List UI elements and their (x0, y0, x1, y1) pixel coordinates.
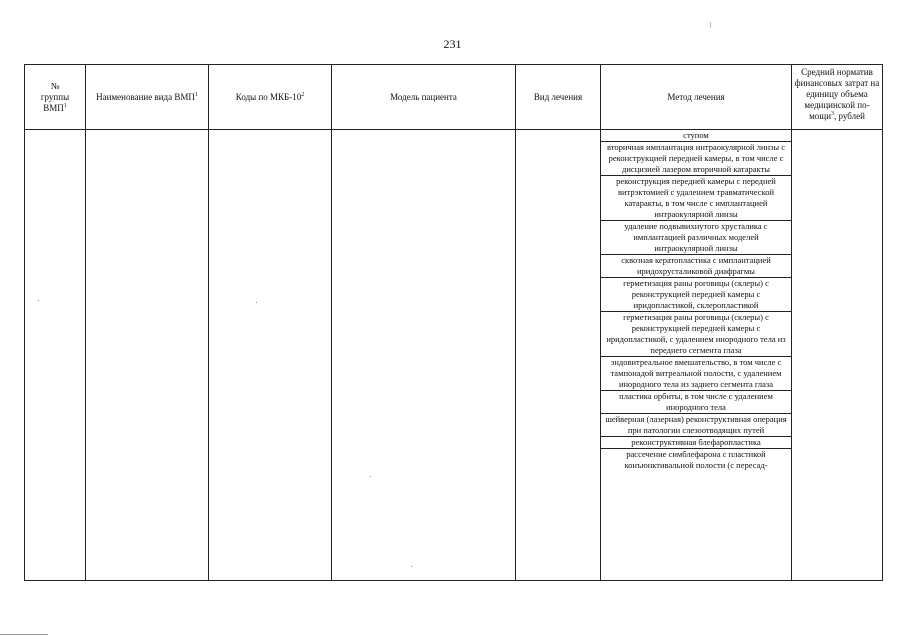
method-item: эндовитреальное вмешательство, в том числе с тампонадой витреальной полости, с удалением инородного тела из заднего сегмента глаза (601, 357, 791, 391)
header-vmp-name: Наименование вида ВМП$^1$ (86, 65, 209, 130)
method-item: пластика орбиты, в том числе с удалением инородного тела (601, 391, 791, 414)
method-item: герметизация раны роговицы (склеры) с реконструкцией передней камеры с иридопластикой, с удалением инородного тела из переднего сегмента глаза (601, 312, 791, 357)
cell-group-number (25, 130, 86, 581)
header-group-number-label: группы (40, 91, 70, 102)
header-treatment-method: Метод лечения (601, 65, 792, 130)
header-group-number-symbol: № (50, 80, 60, 91)
scan-mark (710, 22, 711, 28)
scan-speck (256, 302, 257, 303)
method-item: реконструкция передней камеры с передней витрэктомией с удалением травматической катаракты, в том числе с имплантацией интраокулярной линзы (601, 176, 791, 221)
page-number: 231 (443, 37, 462, 51)
method-item: вторичная имплантация интраокулярной линзы с реконструкцией передней камеры, в том числе с дисцизией лазером вторичной катаракты (601, 142, 791, 176)
method-item: реконструктивная блефаропластика (601, 437, 791, 449)
scan-speck (370, 476, 371, 477)
cell-icd-codes (209, 130, 332, 581)
table-header-row (25, 65, 883, 130)
scan-speck (38, 300, 39, 301)
cell-cost-norm (792, 130, 883, 581)
method-item: ступом (601, 130, 791, 142)
header-cost-norm: Средний норматив финансовых затрат на единицу объема медицинской по-мощи$^3$, рублей (792, 65, 883, 130)
table-row (25, 130, 883, 581)
cell-treatment-type (516, 130, 601, 581)
header-group-number (25, 65, 86, 130)
header-icd-codes: Коды по МКБ-$10^2$ (209, 65, 332, 130)
scan-speck (411, 566, 412, 567)
cell-patient-model (332, 130, 516, 581)
footnote-separator (0, 634, 48, 635)
header-patient-model: Модель пациента (332, 65, 516, 130)
cell-vmp-name (86, 130, 209, 581)
header-group-number-vmp: ВМП$^1$ (43, 102, 67, 113)
method-item: шейверная (лазерная) реконструктивная операция при патологии слезоотводящих путей (601, 414, 791, 437)
method-item: удаление подвывихнутого хрусталика с имплантацией различных моделей интраокулярной линзы (601, 221, 791, 255)
method-list (601, 130, 791, 471)
services-table (24, 64, 883, 581)
method-item: герметизация раны роговицы (склеры) с реконструкцией передней камеры с иридопластикой, склеропластикой (601, 278, 791, 312)
method-item: рассечение симблефарона с пластикой конъюнктивальной полости (с пересад- (624, 449, 768, 470)
cell-treatment-method (601, 130, 792, 581)
header-treatment-type: Вид лечения (516, 65, 601, 130)
method-item: сквозная кератопластика с имплантацией иридохрусталиковой диафрагмы (601, 255, 791, 278)
